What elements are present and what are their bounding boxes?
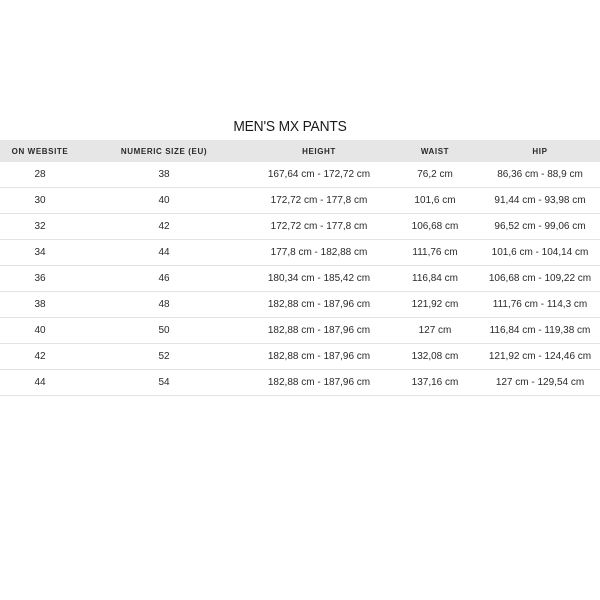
header-on-website: ON WEBSITE <box>11 146 69 156</box>
cell-on-website: 38 <box>0 292 80 318</box>
header-numeric-size: NUMERIC SIZE (EU) <box>120 146 208 156</box>
header-height: HEIGHT <box>302 146 336 156</box>
cell-numeric-size: 50 <box>80 318 248 344</box>
cell-waist: 76,2 cm <box>390 162 480 188</box>
header-hip: HIP <box>532 146 548 156</box>
cell-waist: 132,08 cm <box>390 344 480 370</box>
cell-height: 182,88 cm - 187,96 cm <box>248 318 390 344</box>
cell-height: 167,64 cm - 172,72 cm <box>248 162 390 188</box>
cell-height: 180,34 cm - 185,42 cm <box>248 266 390 292</box>
cell-height: 172,72 cm - 177,8 cm <box>248 188 390 214</box>
table-row <box>0 188 600 214</box>
table-row <box>0 266 600 292</box>
table-row <box>0 318 600 344</box>
table-header <box>0 140 600 162</box>
cell-numeric-size: 44 <box>80 240 248 266</box>
cell-waist: 121,92 cm <box>390 292 480 318</box>
cell-numeric-size: 42 <box>80 214 248 240</box>
cell-numeric-size: 52 <box>80 344 248 370</box>
cell-waist: 101,6 cm <box>390 188 480 214</box>
cell-hip: 86,36 cm - 88,9 cm <box>480 162 600 188</box>
cell-on-website: 40 <box>0 318 80 344</box>
cell-numeric-size: 48 <box>80 292 248 318</box>
table-row <box>0 370 600 396</box>
cell-hip: 127 cm - 129,54 cm <box>480 370 600 396</box>
cell-on-website: 44 <box>0 370 80 396</box>
cell-numeric-size: 46 <box>80 266 248 292</box>
cell-hip: 91,44 cm - 93,98 cm <box>480 188 600 214</box>
cell-hip: 116,84 cm - 119,38 cm <box>480 318 600 344</box>
table-row <box>0 162 600 188</box>
cell-on-website: 36 <box>0 266 80 292</box>
table-row <box>0 240 600 266</box>
table-row <box>0 344 600 370</box>
cell-waist: 127 cm <box>390 318 480 344</box>
cell-on-website: 28 <box>0 162 80 188</box>
cell-hip: 111,76 cm - 114,3 cm <box>480 292 600 318</box>
cell-height: 182,88 cm - 187,96 cm <box>248 344 390 370</box>
cell-waist: 111,76 cm <box>390 240 480 266</box>
table-row <box>0 292 600 318</box>
cell-waist: 106,68 cm <box>390 214 480 240</box>
cell-on-website: 42 <box>0 344 80 370</box>
cell-height: 177,8 cm - 182,88 cm <box>248 240 390 266</box>
cell-numeric-size: 54 <box>80 370 248 396</box>
cell-on-website: 30 <box>0 188 80 214</box>
table-header-row <box>0 140 600 162</box>
table-body <box>0 162 600 396</box>
cell-on-website: 32 <box>0 214 80 240</box>
cell-hip: 96,52 cm - 99,06 cm <box>480 214 600 240</box>
cell-hip: 121,92 cm - 124,46 cm <box>480 344 600 370</box>
cell-height: 182,88 cm - 187,96 cm <box>248 292 390 318</box>
cell-height: 172,72 cm - 177,8 cm <box>248 214 390 240</box>
size-chart-table <box>0 140 600 396</box>
page-title: MEN'S MX PANTS <box>233 118 347 135</box>
cell-numeric-size: 38 <box>80 162 248 188</box>
cell-waist: 116,84 cm <box>390 266 480 292</box>
cell-height: 182,88 cm - 187,96 cm <box>248 370 390 396</box>
cell-hip: 106,68 cm - 109,22 cm <box>480 266 600 292</box>
cell-hip: 101,6 cm - 104,14 cm <box>480 240 600 266</box>
header-waist: WAIST <box>420 146 450 156</box>
cell-numeric-size: 40 <box>80 188 248 214</box>
table-row <box>0 214 600 240</box>
cell-waist: 137,16 cm <box>390 370 480 396</box>
cell-on-website: 34 <box>0 240 80 266</box>
